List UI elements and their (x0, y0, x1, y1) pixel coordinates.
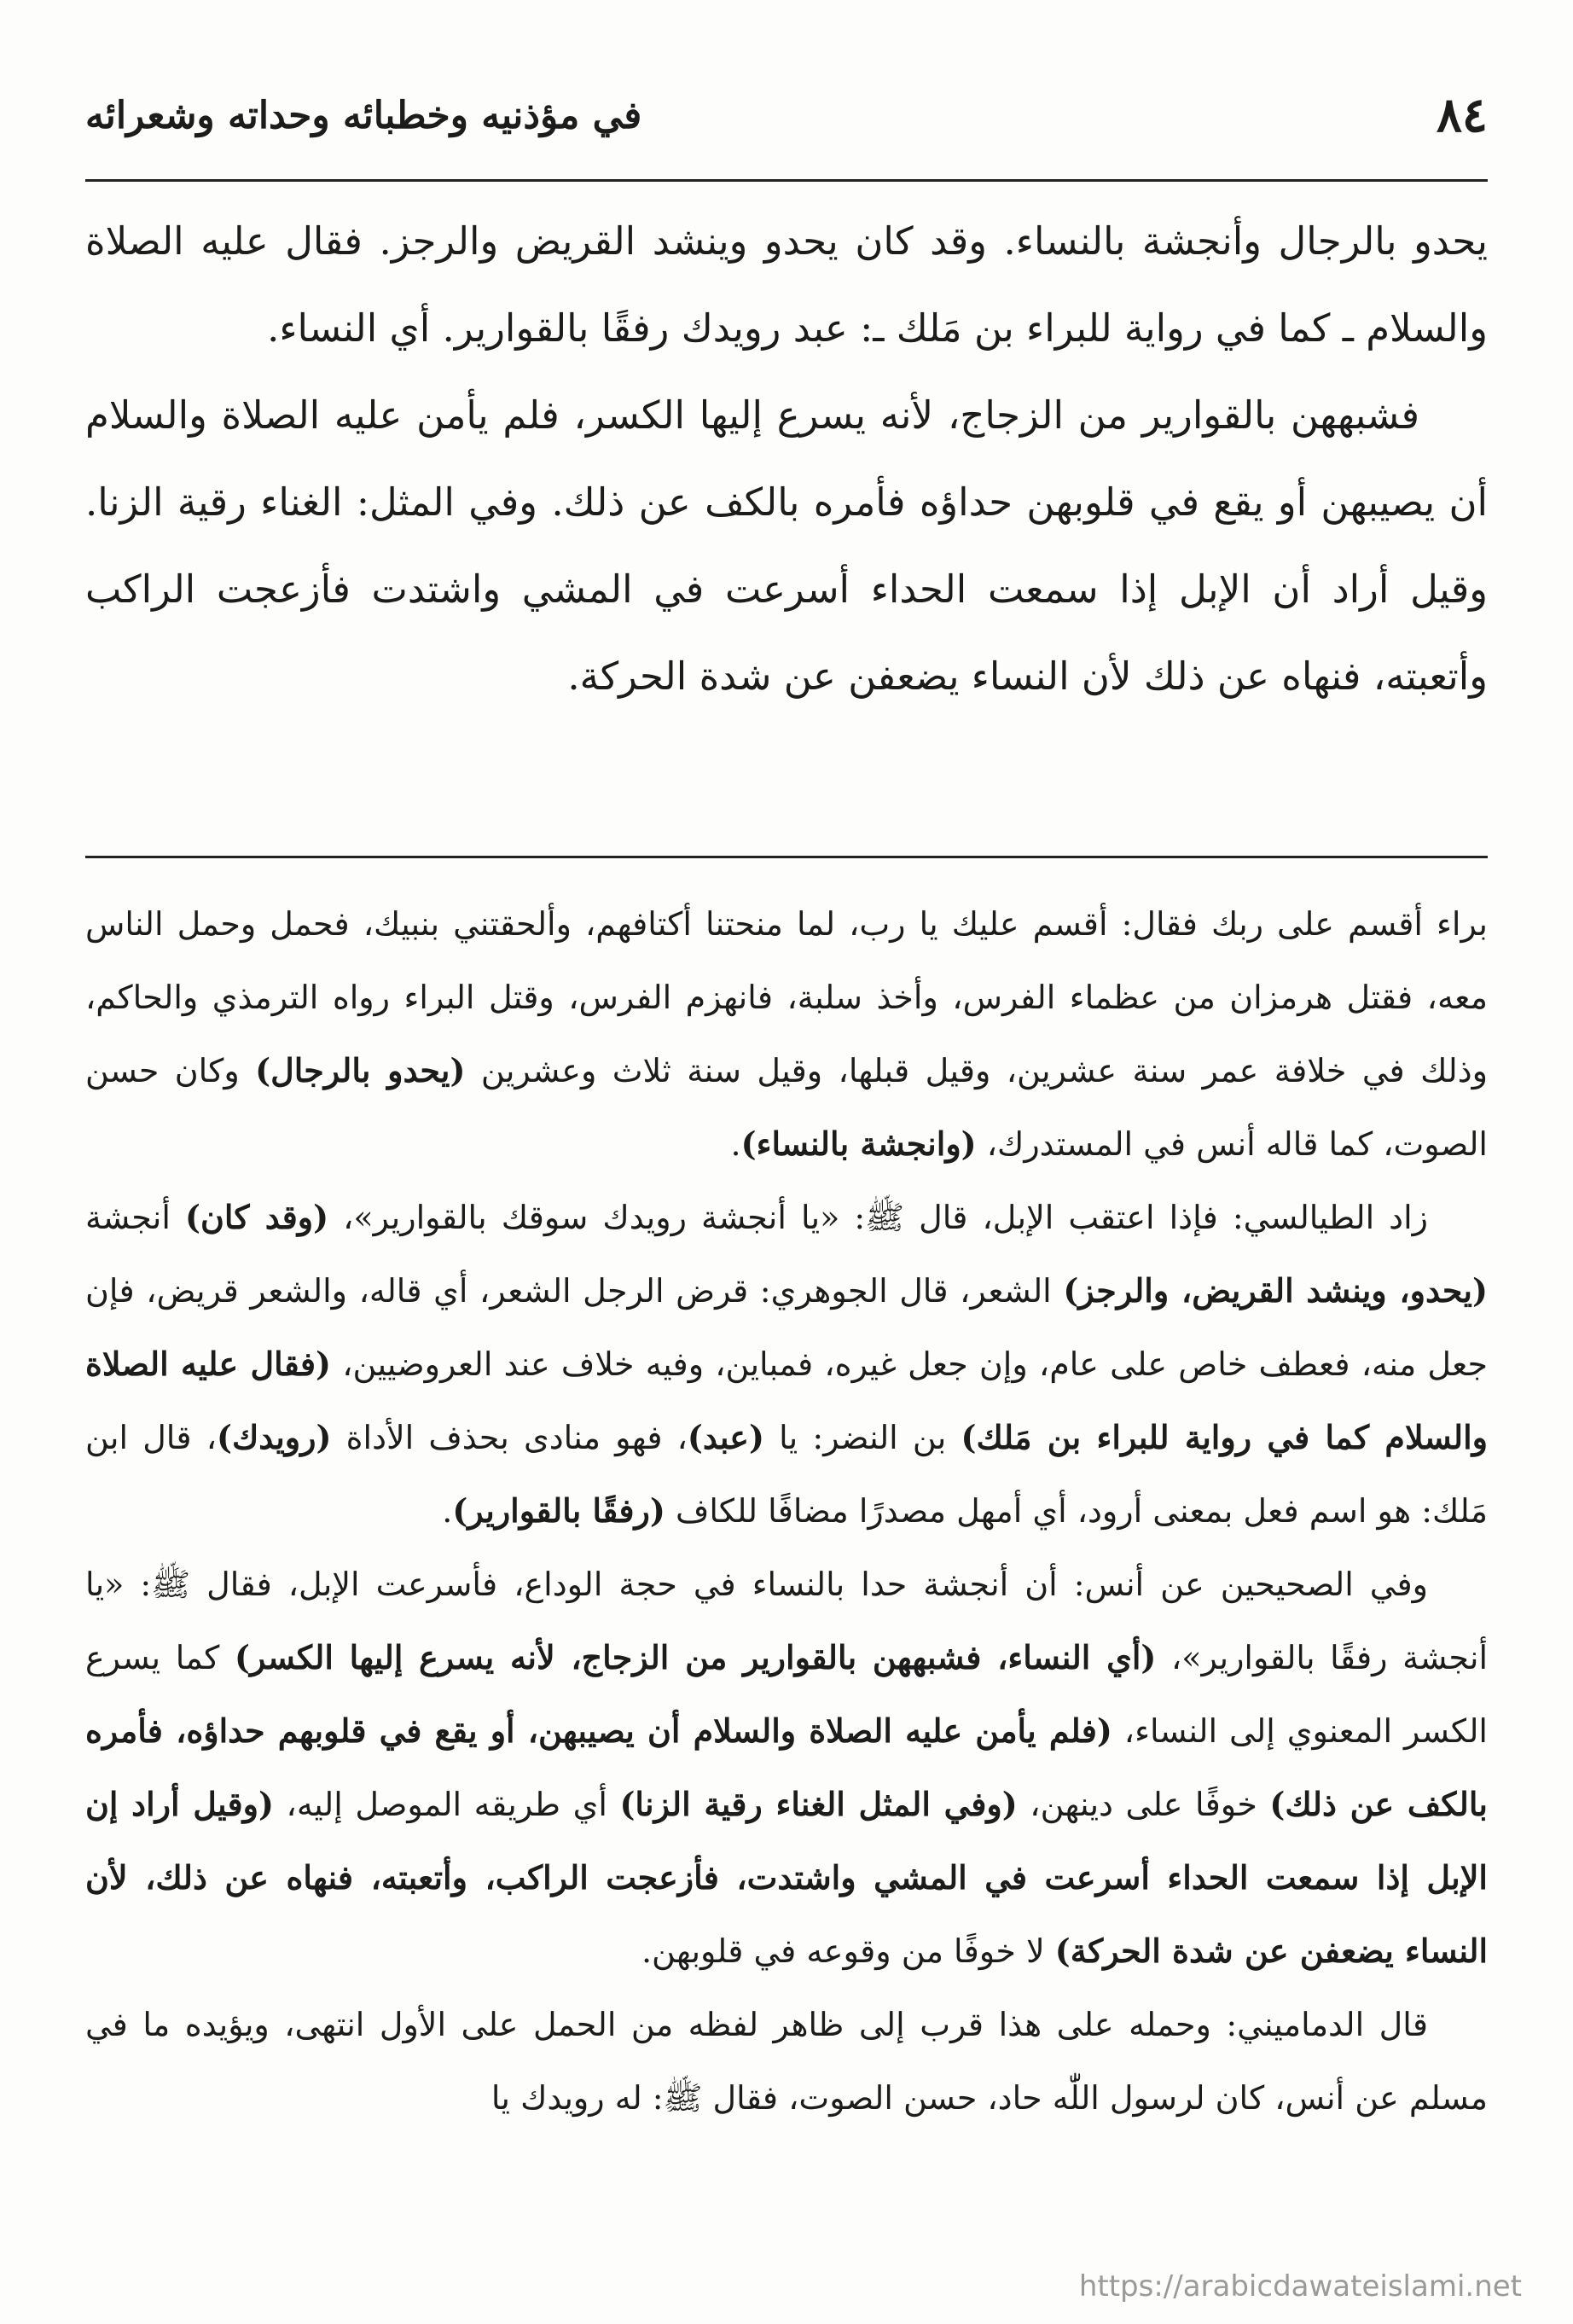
commentary-text: وكان حسن الصوت، كما قاله أنس في المستدرك، (85, 1052, 1488, 1163)
quoted-phrase: (عبد) (687, 1418, 764, 1456)
commentary-text: أي طريقه الموصل إليه، (274, 1786, 620, 1823)
quoted-phrase: (وقيل أراد إن الإبل إذا سمعت الحداء أسرعت في المشي واشتدت، فأزعجت الراكب، وأتعبته، فنهاه عن ذلك، لأن النساء يضعفن عن شدة الحركة) (85, 1785, 1488, 1970)
commentary-text: زاد الطيالسي: فإذا اعتقب الإبل، قال ﷺ: «يا أنجشة رويدك سوقك بالقوارير»، (328, 1199, 1429, 1236)
quoted-phrase: (وقد كان) (184, 1198, 329, 1236)
commentary-text: ، فهو منادى بحذف الأداة (331, 1419, 688, 1456)
commentary-text: وفي الصحيحين عن أنس: أن أنجشة حدا بالنساء في حجة الوداع، فأسرعت الإبل، فقال ﷺ: «يا أنجشة رفقًا بالقوارير»، (85, 1566, 1489, 1676)
quoted-phrase: (رفقًا بالقوارير) (452, 1491, 665, 1530)
quoted-phrase: (فقال عليه الصلاة والسلام كما في رواية للبراء بن مَلك) (85, 1345, 1488, 1456)
quoted-phrase: (وانجشة بالنساء) (740, 1124, 977, 1163)
commentary-text: أنجشة (85, 1199, 185, 1236)
commentary-text: كما يسرع الكسر المعنوي إلى النساء، (85, 1639, 1488, 1750)
commentary-text: ، قال ابن مَلك: هو اسم فعل بمعنى أرود، أي أمهل مصدرًا مضافًا للكاف (85, 1419, 1488, 1530)
quoted-phrase: (وفي المثل الغناء رقية الزنا) (619, 1785, 1018, 1823)
commentary-text: براء أقسم على ربك فقال: أقسم عليك يا رب، لما منحتنا أكتافهم، وألحقتني بنبيك، فحمل وحمل الناس معه، فقتل هرمزان من عظماء الفرس، وأخذ سلبة، فانهزم الفرس، وقتل البراء رواه الترمذي والحاكم، وذلك في خلافة عمر سنة عشرين، وقيل قبلها، وقيل سنة ثلاث وعشرين (85, 905, 1489, 1089)
main-paragraph: يحدو بالرجال وأنجشة بالنساء. وقد كان يحدو وينشد القريض والرجز. فقال عليه الصلاة والسلام ـ كما في رواية للبراء بن مَلك ـ: عبد رويدك رفقًا بالقوارير. أي النساء. (85, 218, 1488, 351)
commentary-text: الشعر، قال الجوهري: قرض الرجل الشعر، أي قاله، والشعر قريض، فإن جعل منه، فعطف خاص على عام، وإن جعل غيره، فمباين، وفيه خلاف عند العروضيين، (85, 1272, 1489, 1383)
commentary-paragraph: قال الدماميني: وحمله على هذا قرب إلى ظاهر لفظه من الحمل على الأول انتهى، ويؤيده ما في مسلم عن أنس، كان لرسول اللّٰه حاد، حسن الصوت، فقال ﷺ: له رويدك يا (85, 2006, 1488, 2117)
watermark-url: https://arabicdawateislami.net (1078, 2269, 1522, 2304)
commentary-text: . (730, 1125, 741, 1163)
quoted-phrase: (يحدو، وينشد القريض، والرجز) (1063, 1271, 1488, 1310)
commentary-paragraph (85, 1548, 1488, 1988)
quoted-phrase: (فلم يأمن عليه الصلاة والسلام أن يصيبهن، أو يقع في قلوبهم حداؤه، فأمره بالكف عن ذلك) (85, 1711, 1488, 1823)
quoted-phrase: (يحدو بالرجال) (255, 1051, 466, 1089)
page-header (85, 78, 1488, 155)
header-rule (85, 179, 1488, 182)
page-number: ٨٤ (1436, 87, 1488, 143)
commentary (85, 887, 1488, 2252)
footnote-separator (85, 856, 1488, 858)
main-text (85, 198, 1488, 846)
commentary-paragraph (85, 1181, 1488, 1548)
quoted-phrase: (رويدك) (216, 1418, 332, 1456)
running-head: في مؤذنيه وخطبائه وحداته وشعرائه (85, 94, 642, 137)
quoted-phrase: (أي النساء، فشبههن بالقوارير من الزجاج، لأنه يسرع إليها الكسر) (234, 1638, 1157, 1676)
commentary-text: خوفًا على دينهن، (1017, 1786, 1270, 1823)
main-paragraph: فشبههن بالقوارير من الزجاج، لأنه يسرع إليها الكسر، فلم يأمن عليه الصلاة والسلام أن يصيبهن أو يقع في قلوبهن حداؤه فأمره بالكف عن ذلك. وفي المثل: الغناء رقية الزنا. وقيل أراد أن الإبل إذا سمعت الحداء أسرعت في المشي واشتدت فأزعجت الراكب وأتعبته، فنهاه عن ذلك لأن النساء يضعفن عن شدة الحركة. (85, 392, 1488, 699)
commentary-paragraph (85, 887, 1488, 1181)
commentary-text: لا خوفًا من وقوعه في قلوبهن. (641, 1932, 1055, 1970)
commentary-text: . (442, 1492, 453, 1530)
commentary-text: بن النضر: يا (763, 1419, 961, 1456)
